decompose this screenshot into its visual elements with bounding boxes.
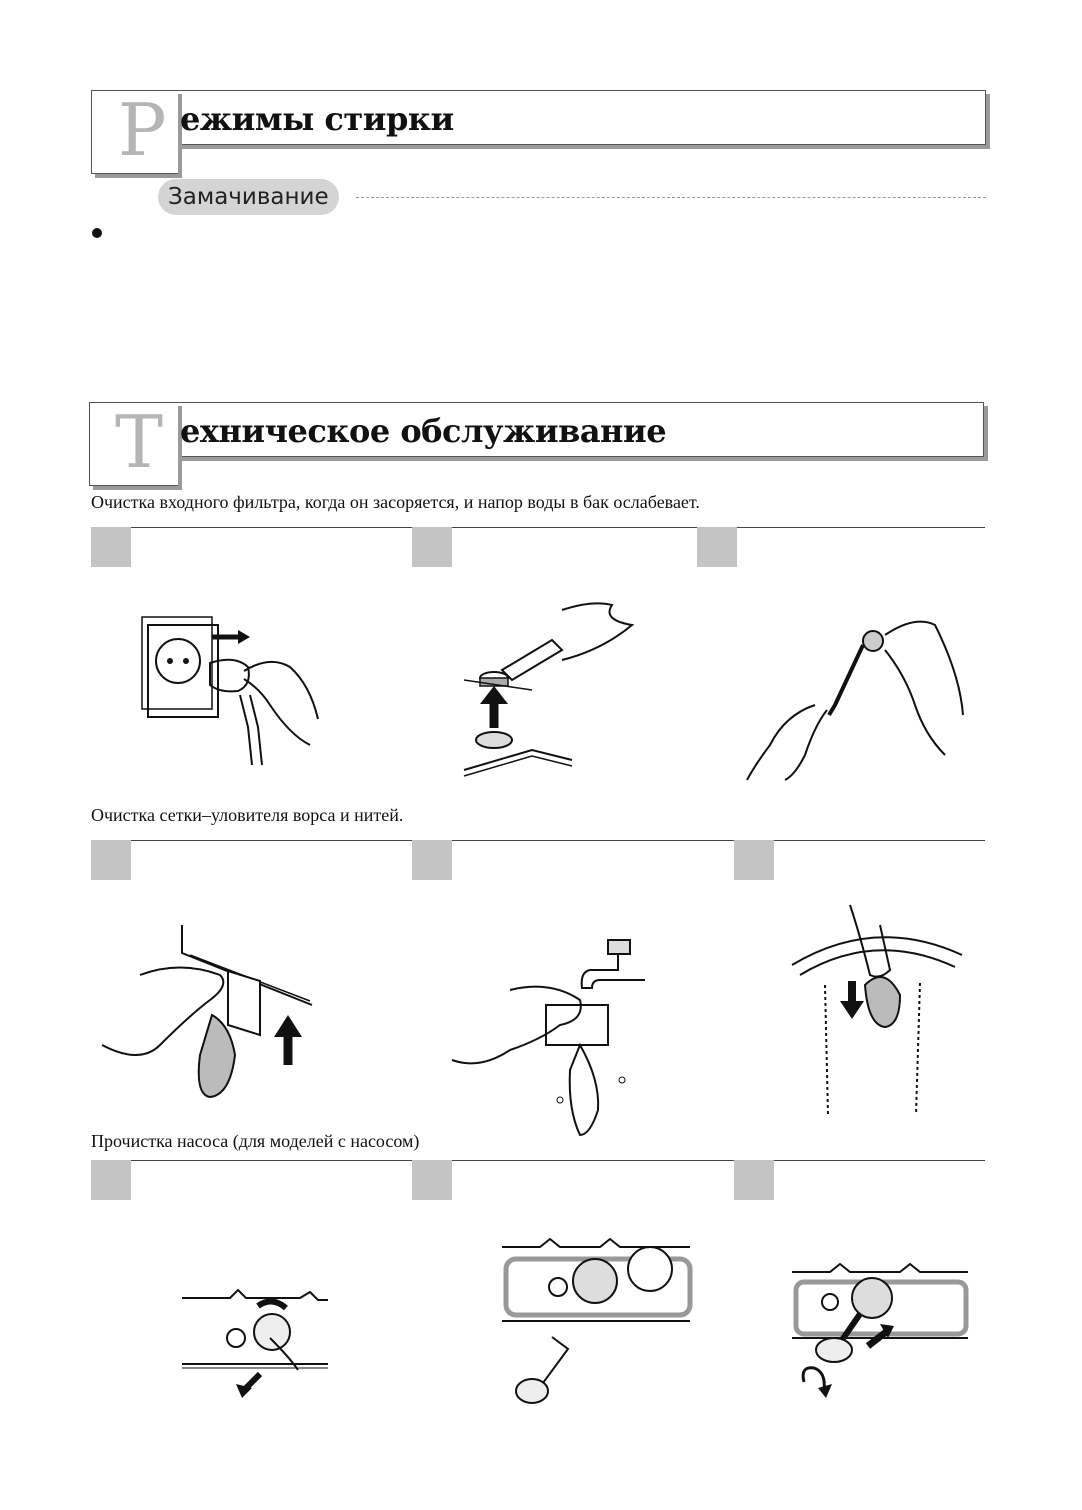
screw-pump-cap-illustration <box>790 1262 970 1402</box>
step-number-box <box>697 527 737 567</box>
step-number-box <box>91 840 131 880</box>
brush-clean-filter-illustration <box>745 615 965 780</box>
step-number-box <box>734 840 774 880</box>
section-title: ежимы стирки <box>180 100 454 138</box>
step-number-box <box>412 527 452 567</box>
pliers-remove-filter-illustration <box>462 600 642 780</box>
section-title-initial: Р <box>118 88 167 172</box>
unplug-socket-illustration <box>140 615 330 765</box>
section-title-initial: Т <box>115 400 164 484</box>
group-rule <box>91 527 985 528</box>
step-number-box <box>734 1160 774 1200</box>
step-number-box <box>91 527 131 567</box>
subsection-label: Замачивание <box>158 179 339 215</box>
step-number-box <box>412 1160 452 1200</box>
bullet-point <box>92 228 102 238</box>
group-rule <box>91 1160 985 1161</box>
pump-cap-removed-illustration <box>500 1237 695 1407</box>
step-number-box <box>91 1160 131 1200</box>
unscrew-pump-cap-illustration <box>180 1288 330 1400</box>
group-caption: Очистка входного фильтра, когда он засоряется, и напор воды в бак ослабевает. <box>91 492 700 512</box>
group-caption: Очистка сетки–уловителя ворса и нитей. <box>91 805 404 825</box>
group-rule <box>91 840 985 841</box>
section-title: ехническое обслуживание <box>180 412 667 450</box>
group-caption: Прочистка насоса (для моделей с насосом) <box>91 1131 420 1151</box>
rinse-filter-under-tap-illustration <box>450 930 650 1140</box>
reinsert-filter-illustration <box>790 905 965 1120</box>
dashed-divider <box>356 197 986 198</box>
pull-lint-filter-illustration <box>100 925 315 1100</box>
step-number-box <box>412 840 452 880</box>
